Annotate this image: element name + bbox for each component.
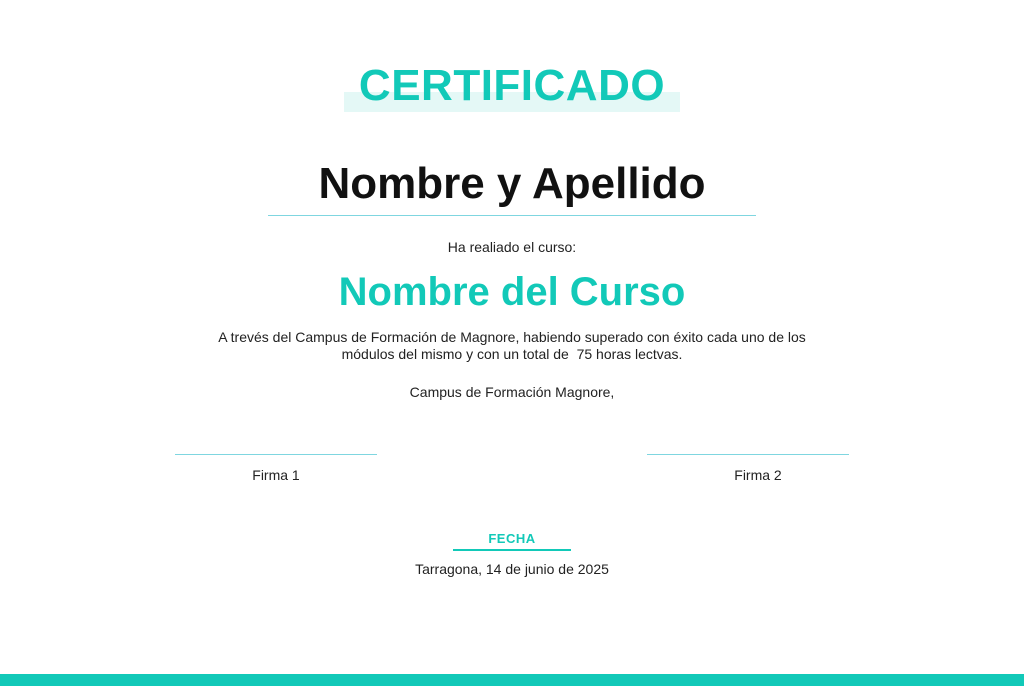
recipient-name: Nombre y Apellido bbox=[318, 159, 706, 208]
certificate-title: CERTIFICADO bbox=[358, 61, 666, 110]
signature-2-label: Firma 2 bbox=[734, 467, 782, 483]
description-line-1: A trevés del Campus de Formación de Magnore, habiendo superado con éxito cada uno de los bbox=[218, 329, 806, 345]
name-underline bbox=[268, 215, 756, 216]
signature-1-label: Firma 1 bbox=[252, 467, 300, 483]
date-heading: FECHA bbox=[488, 531, 536, 546]
certificate-description bbox=[160, 329, 864, 363]
bottom-accent-bar bbox=[0, 674, 1024, 686]
campus-text: Campus de Formación Magnore, bbox=[409, 384, 615, 400]
intro-text: Ha realiado el curso: bbox=[447, 239, 577, 255]
signature-2-line bbox=[647, 454, 849, 455]
date-underline bbox=[453, 549, 571, 551]
course-name: Nombre del Curso bbox=[338, 270, 686, 314]
description-line-2: módulos del mismo y con un total de 75 horas lectvas. bbox=[341, 346, 683, 362]
signature-1-line bbox=[175, 454, 377, 455]
date-value: Tarragona, 14 de junio de 2025 bbox=[415, 561, 609, 577]
